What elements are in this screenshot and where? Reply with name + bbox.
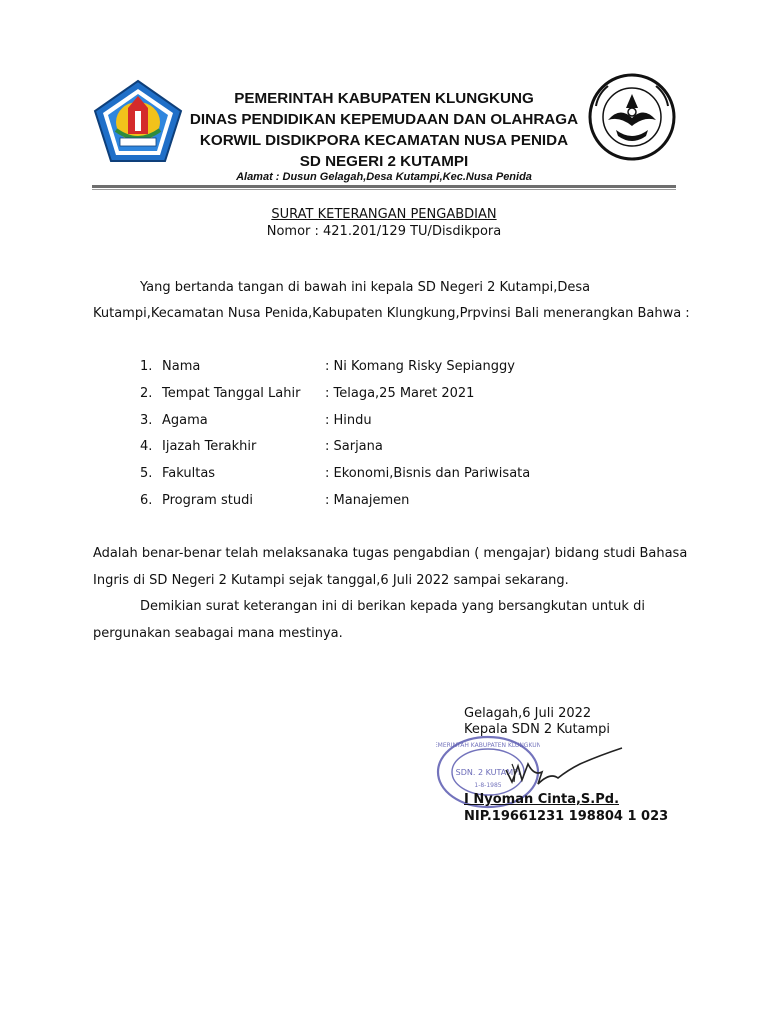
list-item-number: 6. bbox=[140, 493, 153, 508]
list-item-label: Agama bbox=[162, 413, 208, 428]
signatory-name: I Nyoman Cinta,S.Pd. bbox=[464, 792, 620, 807]
list-item-number: 2. bbox=[140, 386, 153, 401]
list-item-value: : Telaga,25 Maret 2021 bbox=[325, 386, 475, 401]
list-item-value: : Hindu bbox=[325, 413, 372, 428]
list-item-number: 3. bbox=[140, 413, 153, 428]
svg-text:1-8-1985: 1-8-1985 bbox=[474, 782, 502, 789]
svg-text:PEMERINTAH KABUPATEN KLUNGKUNG: PEMERINTAH KABUPATEN KLUNGKUNG bbox=[436, 742, 540, 749]
list-item-number: 1. bbox=[140, 359, 153, 374]
letterhead-divider-thin bbox=[92, 189, 676, 190]
closing-paragraph-line-1: Demikian surat keterangan ini di berikan kepada yang bersangkutan untuk di bbox=[140, 599, 645, 614]
list-item-label: Ijazah Terakhir bbox=[162, 439, 257, 454]
intro-paragraph-line-2: Kutampi,Kecamatan Nusa Penida,Kabupaten Klungkung,Prpvinsi Bali menerangkan Bahwa : bbox=[93, 306, 690, 321]
list-item-label: Program studi bbox=[162, 493, 253, 508]
intro-paragraph-line-1: Yang bertanda tangan di bawah ini kepala SD Negeri 2 Kutampi,Desa bbox=[140, 280, 591, 295]
letterhead-school-name: SD NEGERI 2 KUTAMPI bbox=[299, 153, 469, 170]
document-title: SURAT KETERANGAN PENGABDIAN bbox=[271, 207, 497, 222]
svg-text:SDN. 2 KUTAMPI: SDN. 2 KUTAMPI bbox=[455, 768, 521, 777]
list-item-value: : Ni Komang Risky Sepianggy bbox=[325, 359, 515, 374]
closing-paragraph-line-2: pergunakan seabagai mana mestinya. bbox=[93, 626, 343, 641]
letterhead-address: Alamat : Dusun Gelagah,Desa Kutampi,Kec.Nusa Penida bbox=[236, 171, 532, 183]
list-item-label: Fakultas bbox=[162, 466, 216, 481]
list-item-number: 5. bbox=[140, 466, 153, 481]
handwritten-signature-icon bbox=[498, 742, 628, 792]
list-item-number: 4. bbox=[140, 439, 153, 454]
document-number: Nomor : 421.201/129 TU/Disdikpora bbox=[266, 224, 502, 239]
list-item-value: : Sarjana bbox=[325, 439, 383, 454]
signature-place-date: Gelagah,6 Juli 2022 bbox=[464, 706, 592, 721]
body-paragraph-line-1: Adalah benar-benar telah melaksanaka tugas pengabdian ( mengajar) bidang studi Bahasa bbox=[93, 546, 688, 561]
list-item-label: Tempat Tanggal Lahir bbox=[162, 386, 301, 401]
list-item-value: : Manajemen bbox=[325, 493, 410, 508]
list-item-value: : Ekonomi,Bisnis dan Pariwisata bbox=[325, 466, 531, 481]
signatory-nip: NIP.19661231 198804 1 023 bbox=[464, 809, 669, 824]
list-item-label: Nama bbox=[162, 359, 201, 374]
letterhead-divider-thick bbox=[92, 185, 676, 188]
letterhead-department: DINAS PENDIDIKAN KEPEMUDAAN DAN OLAHRAGA bbox=[189, 111, 579, 128]
letterhead-government: PEMERINTAH KABUPATEN KLUNGKUNG bbox=[234, 90, 534, 107]
signature-role: Kepala SDN 2 Kutampi bbox=[464, 722, 611, 737]
body-paragraph-line-2: Ingris di SD Negeri 2 Kutampi sejak tanggal,6 Juli 2022 sampai sekarang. bbox=[93, 573, 569, 588]
letterhead-district-office: KORWIL DISDIKPORA KECAMATAN NUSA PENIDA bbox=[199, 132, 569, 149]
